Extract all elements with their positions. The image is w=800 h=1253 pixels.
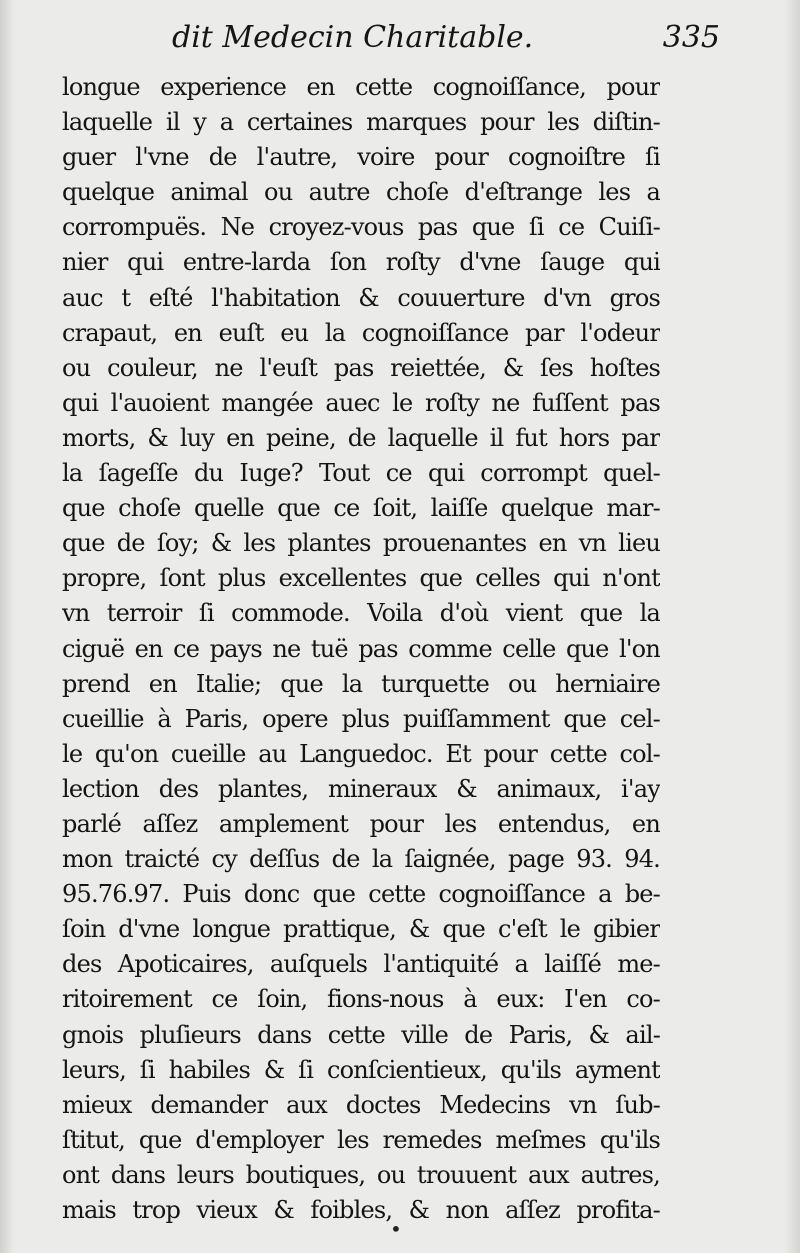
text-line: propre, ſont plus excellentes que celles qui n'ont bbox=[62, 564, 660, 593]
text-line: ſoin d'vne longue prattique, & que c'eſt le gibier bbox=[62, 915, 660, 944]
text-line: nier qui entre-larda ſon roſty d'vne ſauge qui bbox=[62, 248, 660, 277]
text-line: vn terroir ſi commode. Voila d'où vient que la bbox=[62, 599, 660, 628]
text-line: gnois pluſieurs dans cette ville de Paris, & ail- bbox=[62, 1020, 660, 1049]
text-line: des Apoticaires, auſquels l'antiquité a laiſſé me- bbox=[62, 950, 660, 979]
text-line: quelque animal ou autre choſe d'eſtrange les a bbox=[62, 178, 660, 207]
running-head bbox=[60, 20, 770, 66]
page-bottom-mark: • bbox=[390, 1217, 402, 1241]
text-line: lection des plantes, mineraux & animaux, i'ay bbox=[62, 774, 660, 803]
text-line: ciguë en ce pays ne tuë pas comme celle que l'on bbox=[62, 634, 660, 663]
text-line: que choſe quelle que ce ſoit, laiſſe quelque mar- bbox=[62, 494, 660, 523]
text-line: le qu'on cueille au Languedoc. Et pour cette col- bbox=[62, 739, 660, 768]
body-text bbox=[62, 70, 660, 1228]
text-line: parlé aſſez amplement pour les entendus, en bbox=[62, 809, 660, 838]
text-line: 95.76.97. Puis donc que cette cognoiſſance a be- bbox=[62, 880, 660, 909]
text-line: laquelle il y a certaines marques pour les diſtin- bbox=[62, 108, 660, 137]
running-title: dit Medecin Charitable. bbox=[172, 20, 534, 55]
text-line: ou couleur, ne l'euſt pas reiettée, & ſes hoſtes bbox=[62, 353, 660, 382]
text-line: mieux demander aux doctes Medecins vn ſub- bbox=[62, 1090, 660, 1119]
text-line: que de ſoy; & les plantes prouenantes en vn lieu bbox=[62, 529, 660, 558]
text-line: ſtitut, que d'employer les remedes meſmes qu'ils bbox=[62, 1125, 660, 1154]
text-line: guer l'vne de l'autre, voire pour cognoiſtre ſi bbox=[62, 143, 660, 172]
text-line: prend en Italie; que la turquette ou herniaire bbox=[62, 669, 660, 698]
text-line: qui l'auoient mangée auec le roſty ne fuſſent pas bbox=[62, 388, 660, 417]
text-line: la ſageſſe du Iuge? Tout ce qui corrompt quel- bbox=[62, 459, 660, 488]
text-line: mon traicté cy deſſus de la ſaignée, page 93. 94. bbox=[62, 845, 660, 874]
text-line: longue experience en cette cognoiſſance, pour bbox=[62, 73, 660, 101]
text-line: crapaut, en euſt eu la cognoiſſance par l'odeur bbox=[62, 318, 660, 347]
text-line: leurs, ſi habiles & ſi conſcientieux, qu'ils ayment bbox=[62, 1055, 660, 1084]
page-edge-left bbox=[0, 0, 14, 1253]
text-line: mais trop vieux & foibles, & non aſſez profita- bbox=[62, 1196, 660, 1224]
page-number: 335 bbox=[662, 20, 720, 55]
text-line: ritoirement ce ſoin, fions-nous à eux: I'en co- bbox=[62, 985, 660, 1014]
text-line: cueillie à Paris, opere plus puiſſamment que cel- bbox=[62, 704, 660, 733]
text-line: auc t eſté l'habitation & couuerture d'vn gros bbox=[62, 283, 660, 312]
text-line: ont dans leurs boutiques, ou trouuent aux autres, bbox=[62, 1160, 660, 1189]
page-edge-right bbox=[784, 0, 800, 1253]
text-line: morts, & luy en peine, de laquelle il fut hors par bbox=[62, 423, 660, 452]
text-line: corrompuës. Ne croyez-vous pas que ſi ce Cuiſi- bbox=[62, 213, 660, 242]
